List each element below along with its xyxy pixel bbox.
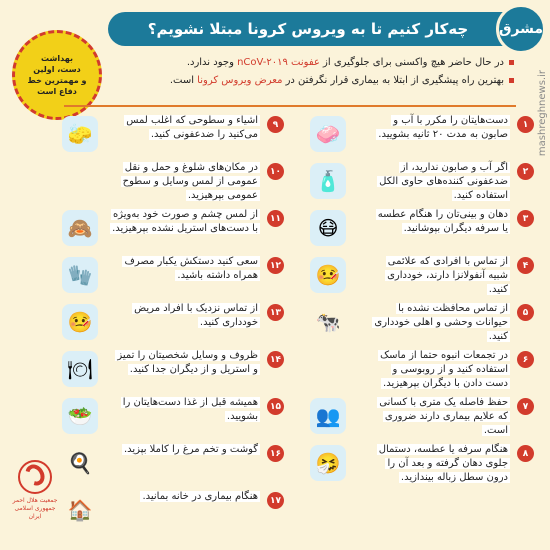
- tip-text: همیشه قبل از غذا دست‌هایتان را بشویید.: [122, 397, 258, 422]
- mask-person-icon: 😷: [310, 210, 346, 246]
- tip-text: در مکان‌های شلوغ و حمل و نقل عمومی از لمس وسایل و سطوح عمومی بپرهیزید.: [122, 162, 258, 201]
- tip-item: [304, 394, 534, 441]
- divider: [64, 105, 516, 107]
- tip-item: [304, 206, 534, 253]
- tip-item: [56, 441, 284, 488]
- mashregh-logo: [496, 4, 546, 54]
- tips-column-right: [304, 112, 534, 488]
- tip-text: از تماس با افرادی که علائمی شبیه آنفولانزا دارند، خودداری کنید.: [387, 256, 508, 295]
- intro-line-2: بهترین راه پیشگیری از ابتلا به بیماری قرار نگرفتن در معرض ویروس کرونا است.: [104, 74, 514, 88]
- cleaning-icon: 🧽: [62, 116, 98, 152]
- tip-number: ۱: [517, 116, 534, 133]
- tip-number: ۱۶: [267, 445, 284, 462]
- red-crescent-label: جمعیت هلال احمر جمهوری اسلامی ایران: [12, 497, 58, 520]
- sick-person-icon: 🤒: [310, 257, 346, 293]
- tip-item: [56, 112, 284, 159]
- tip-item: [304, 347, 534, 394]
- intro-line-1: در حال حاضر هیچ واکسنی برای جلوگیری از عفونت nCoV-۲۰۱۹ وجود ندارد.: [104, 56, 514, 70]
- tip-number: ۱۱: [267, 210, 284, 227]
- tip-item: [56, 159, 284, 206]
- tip-text: سعی کنید دستکش یکبار مصرف همراه داشته باشید.: [124, 256, 258, 281]
- food-icon: 🥗: [62, 398, 98, 434]
- red-crescent-icon: [18, 460, 52, 494]
- tip-text: در تجمعات انبوه حتما از ماسک استفاده کنید و از روبوسی و دست دادن با دیگران بپرهیزید.: [380, 350, 508, 389]
- side-url: mashreghnews.ir: [537, 70, 548, 157]
- handwash-icon: 🧼: [310, 116, 346, 152]
- tip-item: [304, 441, 534, 488]
- tip-text: حفظ فاصله یک متری با کسانی که علایم بیماری دارند ضروری است.: [379, 397, 508, 436]
- house-icon: 🏠: [62, 492, 98, 528]
- tissue-icon: 🤧: [310, 445, 346, 481]
- tip-text: هنگام سرفه یا عطسه، دستمال جلوی دهان گرفته و بعد آن را درون سطل زباله بیندازید.: [378, 444, 508, 483]
- tip-item: [304, 159, 534, 206]
- sanitizer-icon: 🧴: [310, 163, 346, 199]
- tip-number: ۱۲: [267, 257, 284, 274]
- tip-number: ۵: [517, 304, 534, 321]
- tip-text: اگر آب و صابون ندارید، از ضدعفونی کننده‌های حاوی الکل استفاده کنید.: [379, 162, 508, 201]
- tip-item: [56, 488, 284, 535]
- badge-line-1: بهداشت: [41, 54, 73, 63]
- page-title: چه‌کار کنیم تا به ویروس کرونا مبتلا نشویم؟: [147, 20, 469, 38]
- tip-number: ۹: [267, 116, 284, 133]
- tip-number: ۱۵: [267, 398, 284, 415]
- tip-text: از لمس چشم و صورت خود به‌ویژه با دست‌های استریل نشده بپرهیزید.: [112, 209, 258, 234]
- tip-number: ۱۷: [267, 492, 284, 509]
- cooking-icon: 🍳: [62, 445, 98, 481]
- tip-item: [56, 394, 284, 441]
- tip-number: ۸: [517, 445, 534, 462]
- tip-number: ۱۰: [267, 163, 284, 180]
- face-touch-icon: 🙈: [62, 210, 98, 246]
- page-title-bar: [108, 12, 508, 46]
- tip-item: [304, 253, 534, 300]
- tip-item: [56, 206, 284, 253]
- badge-line-2: دست، اولین: [33, 65, 81, 74]
- tip-text: از تماس محافظت نشده با حیوانات وحشی و اهلی خودداری کنید.: [374, 303, 508, 342]
- tip-number: ۷: [517, 398, 534, 415]
- badge-line-3: و مهمترین خط: [27, 76, 87, 85]
- tip-item: [56, 347, 284, 394]
- intro: [104, 56, 514, 92]
- tips-column-left: [56, 112, 284, 535]
- red-crescent-logo: [12, 460, 58, 520]
- tip-text: دست‌هایتان را مکرر با آب و صابون به مدت ۲۰ ثانیه بشویید.: [378, 115, 508, 140]
- tip-number: ۳: [517, 210, 534, 227]
- distance-icon: 👥: [310, 398, 346, 434]
- tip-number: ۲: [517, 163, 534, 180]
- tip-text: هنگام بیماری در خانه بمانید.: [142, 491, 258, 502]
- tip-text: اشیاء و سطوحی که اغلب لمس می‌کنید را ضدعفونی کنید.: [126, 115, 258, 140]
- tip-item: [56, 300, 284, 347]
- tip-text: دهان و بینی‌تان را هنگام عطسه یا سرفه دیگران بپوشانید.: [377, 209, 508, 234]
- tip-text: گوشت و تخم مرغ را کاملا بپزید.: [123, 444, 258, 455]
- gloves-icon: 🧤: [62, 257, 98, 293]
- dishes-icon: 🍽: [62, 351, 98, 387]
- badge-line-4: دفاع است: [37, 87, 77, 96]
- tip-text: ظروف و وسایل شخصیتان را تمیز و استریل و از دیگران جدا کنید.: [117, 350, 258, 375]
- cow-icon: 🐄: [310, 304, 346, 340]
- tip-number: ۴: [517, 257, 534, 274]
- tip-item: [56, 253, 284, 300]
- sick-contact-icon: 🤒: [62, 304, 98, 340]
- tip-text: از تماس نزدیک با افراد مریض خودداری کنید.: [134, 303, 258, 328]
- tip-number: ۱۴: [267, 351, 284, 368]
- tip-item: [304, 300, 534, 347]
- tip-number: ۱۳: [267, 304, 284, 321]
- logo-text: مشرق: [498, 21, 544, 37]
- tip-number: ۶: [517, 351, 534, 368]
- tip-item: [304, 112, 534, 159]
